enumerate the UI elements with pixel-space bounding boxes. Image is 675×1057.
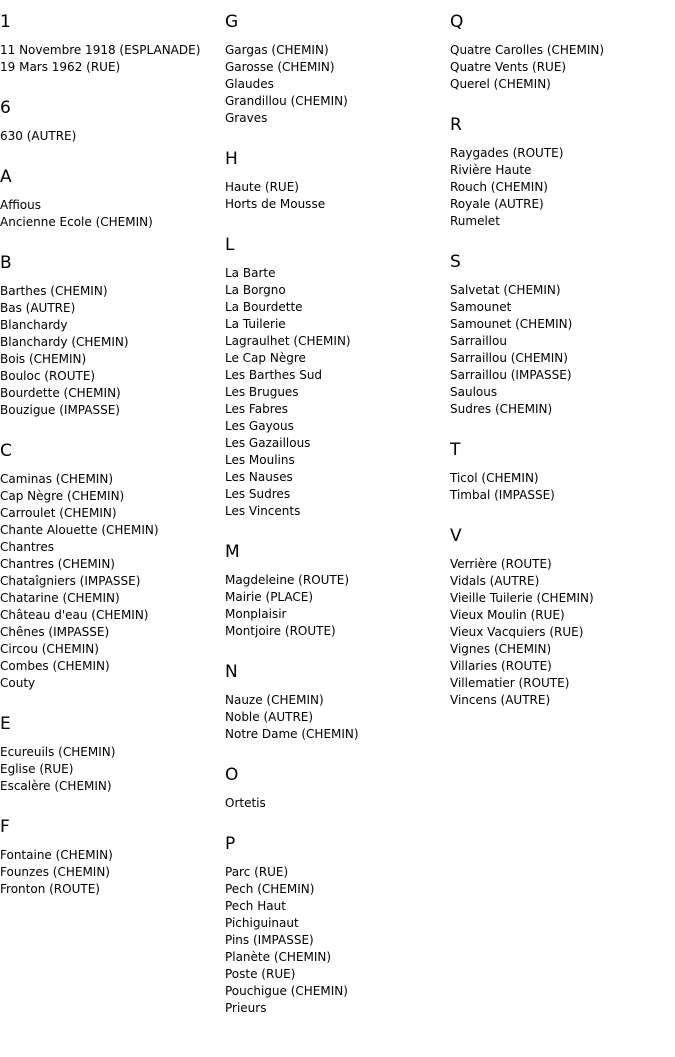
street-link[interactable]: Vieux Moulin (RUE) bbox=[450, 608, 565, 622]
street-link[interactable]: Villaries (ROUTE) bbox=[450, 659, 552, 673]
street-list bbox=[225, 572, 447, 640]
street-list bbox=[225, 42, 447, 127]
street-link[interactable]: Chataîgniers (IMPASSE) bbox=[0, 574, 141, 588]
street-link[interactable]: Les Brugues bbox=[225, 385, 299, 399]
letter-group bbox=[450, 252, 672, 418]
street-link[interactable]: Royale (AUTRE) bbox=[450, 197, 544, 211]
street-link[interactable]: Les Barthes Sud bbox=[225, 368, 323, 382]
street-link[interactable]: Vieille Tuilerie (CHEMIN) bbox=[450, 591, 594, 605]
street-link[interactable]: Les Nauses bbox=[225, 470, 293, 484]
street-link[interactable]: Ancienne Ecole (CHEMIN) bbox=[0, 215, 153, 229]
street-link[interactable]: Parc (RUE) bbox=[225, 865, 289, 879]
letter-group bbox=[225, 834, 447, 1017]
section-letter-heading: B bbox=[0, 253, 12, 273]
section-letter-heading: A bbox=[0, 167, 12, 187]
street-link[interactable]: Rouch (CHEMIN) bbox=[450, 180, 548, 194]
section-letter-heading: N bbox=[225, 662, 238, 682]
section-letter-heading: S bbox=[450, 252, 461, 272]
street-link[interactable]: Ticol (CHEMIN) bbox=[450, 471, 539, 485]
street-link[interactable]: Vidals (AUTRE) bbox=[450, 574, 540, 588]
street-link[interactable]: Chantres (CHEMIN) bbox=[0, 557, 115, 571]
street-link[interactable]: 630 (AUTRE) bbox=[0, 129, 77, 143]
street-link[interactable]: Carroulet (CHEMIN) bbox=[0, 506, 117, 520]
street-link[interactable]: Saulous bbox=[450, 385, 498, 399]
street-list bbox=[0, 283, 222, 419]
street-link[interactable]: Les Vincents bbox=[225, 504, 301, 518]
street-link[interactable]: Noble (AUTRE) bbox=[225, 710, 314, 724]
street-link[interactable]: Bouzigue (IMPASSE) bbox=[0, 403, 120, 417]
street-link[interactable]: Pins (IMPASSE) bbox=[225, 933, 314, 947]
section-letter-heading: F bbox=[0, 817, 10, 837]
street-link[interactable]: Chantres bbox=[0, 540, 54, 554]
street-link[interactable]: Raygades (ROUTE) bbox=[450, 146, 564, 160]
section-letter-heading: E bbox=[0, 714, 11, 734]
street-link[interactable]: Bas (AUTRE) bbox=[0, 301, 76, 315]
street-link[interactable]: Fontaine (CHEMIN) bbox=[0, 848, 113, 862]
street-link[interactable]: Magdeleine (ROUTE) bbox=[225, 573, 350, 587]
section-letter-heading: 6 bbox=[0, 98, 11, 118]
street-link[interactable]: Affious bbox=[0, 198, 42, 212]
letter-group bbox=[0, 12, 222, 76]
street-link[interactable]: Salvetat (CHEMIN) bbox=[450, 283, 561, 297]
street-link[interactable]: Sarraillou bbox=[450, 334, 507, 348]
street-link[interactable]: Glaudes bbox=[225, 77, 274, 91]
street-list bbox=[450, 282, 672, 418]
street-link[interactable]: Nauze (CHEMIN) bbox=[225, 693, 324, 707]
street-list bbox=[225, 692, 447, 743]
street-link[interactable]: Gargas (CHEMIN) bbox=[225, 43, 329, 57]
street-link[interactable]: Blanchardy bbox=[0, 318, 68, 332]
letter-group bbox=[0, 98, 222, 145]
letter-group bbox=[0, 253, 222, 419]
street-link[interactable]: Haute (RUE) bbox=[225, 180, 299, 194]
street-index-column-2 bbox=[225, 12, 447, 1039]
street-link[interactable]: Chênes (IMPASSE) bbox=[0, 625, 110, 639]
street-link[interactable]: Querel (CHEMIN) bbox=[450, 77, 551, 91]
street-link[interactable]: Bourdette (CHEMIN) bbox=[0, 386, 121, 400]
street-list bbox=[450, 470, 672, 504]
street-link[interactable]: La Bourdette bbox=[225, 300, 303, 314]
street-link[interactable]: Cap Nègre (CHEMIN) bbox=[0, 489, 125, 503]
street-link[interactable]: Château d'eau (CHEMIN) bbox=[0, 608, 149, 622]
street-link[interactable]: Vignes (CHEMIN) bbox=[450, 642, 552, 656]
street-list bbox=[0, 744, 222, 795]
street-link[interactable]: Pouchigue (CHEMIN) bbox=[225, 984, 348, 998]
street-list bbox=[0, 42, 222, 76]
street-list bbox=[0, 847, 222, 898]
street-link[interactable]: Notre Dame (CHEMIN) bbox=[225, 727, 359, 741]
letter-group bbox=[225, 765, 447, 812]
street-link[interactable]: Ecureuils (CHEMIN) bbox=[0, 745, 116, 759]
street-link[interactable]: Rivière Haute bbox=[450, 163, 532, 177]
street-link[interactable]: 11 Novembre 1918 (ESPLANADE) bbox=[0, 43, 201, 57]
street-link[interactable]: Grandillou (CHEMIN) bbox=[225, 94, 348, 108]
section-letter-heading: V bbox=[450, 526, 462, 546]
letter-group bbox=[450, 440, 672, 504]
street-list bbox=[450, 42, 672, 93]
street-link[interactable]: Sudres (CHEMIN) bbox=[450, 402, 553, 416]
street-list bbox=[0, 128, 222, 145]
letter-group bbox=[450, 526, 672, 709]
street-link[interactable]: Sarraillou (CHEMIN) bbox=[450, 351, 568, 365]
street-link[interactable]: Lagraulhet (CHEMIN) bbox=[225, 334, 351, 348]
letter-group bbox=[225, 662, 447, 743]
street-list bbox=[225, 795, 447, 812]
street-link[interactable]: Les Gazaillous bbox=[225, 436, 311, 450]
street-link[interactable]: Quatre Carolles (CHEMIN) bbox=[450, 43, 605, 57]
section-letter-heading: T bbox=[450, 440, 461, 460]
street-link[interactable]: Circou (CHEMIN) bbox=[0, 642, 99, 656]
street-link[interactable]: La Tuilerie bbox=[225, 317, 286, 331]
section-letter-heading: R bbox=[450, 115, 462, 135]
street-link[interactable]: Couty bbox=[0, 676, 36, 690]
letter-group bbox=[0, 167, 222, 231]
street-list bbox=[0, 197, 222, 231]
street-index-column-3 bbox=[450, 12, 672, 731]
section-letter-heading: O bbox=[225, 765, 239, 785]
street-link[interactable]: Les Fabres bbox=[225, 402, 288, 416]
street-link[interactable]: Timbal (IMPASSE) bbox=[450, 488, 555, 502]
street-link[interactable]: Planète (CHEMIN) bbox=[225, 950, 332, 964]
street-list bbox=[225, 179, 447, 213]
street-link[interactable]: Rumelet bbox=[450, 214, 500, 228]
street-link[interactable]: Graves bbox=[225, 111, 268, 125]
street-link[interactable]: Monplaisir bbox=[225, 607, 287, 621]
letter-group bbox=[225, 542, 447, 640]
letter-group bbox=[225, 149, 447, 213]
street-link[interactable]: Pichiguinaut bbox=[225, 916, 299, 930]
street-link[interactable]: Barthes (CHEMIN) bbox=[0, 284, 108, 298]
section-letter-heading: H bbox=[225, 149, 238, 169]
street-link[interactable]: Les Moulins bbox=[225, 453, 295, 467]
street-link[interactable]: Quatre Vents (RUE) bbox=[450, 60, 567, 74]
street-link[interactable]: Mairie (PLACE) bbox=[225, 590, 314, 604]
street-link[interactable]: Escalère (CHEMIN) bbox=[0, 779, 112, 793]
street-link[interactable]: Bois (CHEMIN) bbox=[0, 352, 87, 366]
letter-group bbox=[225, 235, 447, 520]
street-list bbox=[225, 265, 447, 520]
street-link[interactable]: Les Gayous bbox=[225, 419, 294, 433]
street-link[interactable]: Prieurs bbox=[225, 1001, 267, 1015]
section-letter-heading: C bbox=[0, 441, 12, 461]
letter-group bbox=[225, 12, 447, 127]
street-link[interactable]: Chatarine (CHEMIN) bbox=[0, 591, 120, 605]
street-link[interactable]: Pech (CHEMIN) bbox=[225, 882, 315, 896]
street-link[interactable]: Blanchardy (CHEMIN) bbox=[0, 335, 129, 349]
section-letter-heading: L bbox=[225, 235, 235, 255]
street-link[interactable]: Samounet bbox=[450, 300, 512, 314]
section-letter-heading: G bbox=[225, 12, 239, 32]
section-letter-heading: 1 bbox=[0, 12, 11, 32]
street-link[interactable]: Samounet (CHEMIN) bbox=[450, 317, 573, 331]
letter-group bbox=[450, 115, 672, 230]
street-link[interactable]: Horts de Mousse bbox=[225, 197, 326, 211]
street-link[interactable]: Vincens (AUTRE) bbox=[450, 693, 551, 707]
street-link[interactable]: Villematier (ROUTE) bbox=[450, 676, 570, 690]
section-letter-heading: M bbox=[225, 542, 240, 562]
street-list bbox=[225, 864, 447, 1017]
street-link[interactable]: Founzes (CHEMIN) bbox=[0, 865, 110, 879]
street-list bbox=[450, 556, 672, 709]
street-link[interactable]: 19 Mars 1962 (RUE) bbox=[0, 60, 121, 74]
street-link[interactable]: Vieux Vacquiers (RUE) bbox=[450, 625, 584, 639]
letter-group bbox=[0, 714, 222, 795]
street-link[interactable]: Combes (CHEMIN) bbox=[0, 659, 110, 673]
street-index-column-1 bbox=[0, 12, 222, 920]
street-link[interactable]: La Barte bbox=[225, 266, 276, 280]
street-link[interactable]: La Borgno bbox=[225, 283, 286, 297]
section-letter-heading: P bbox=[225, 834, 236, 854]
letter-group bbox=[450, 12, 672, 93]
section-letter-heading: Q bbox=[450, 12, 464, 32]
street-link[interactable]: Pech Haut bbox=[225, 899, 286, 913]
street-link[interactable]: Caminas (CHEMIN) bbox=[0, 472, 113, 486]
street-link[interactable]: Verrière (ROUTE) bbox=[450, 557, 552, 571]
street-link[interactable]: Montjoire (ROUTE) bbox=[225, 624, 336, 638]
street-link[interactable]: Chante Alouette (CHEMIN) bbox=[0, 523, 159, 537]
street-list bbox=[0, 471, 222, 692]
street-link[interactable]: Sarraillou (IMPASSE) bbox=[450, 368, 572, 382]
street-link[interactable]: Ortetis bbox=[225, 796, 266, 810]
letter-group bbox=[0, 441, 222, 692]
street-link[interactable]: Le Cap Nègre bbox=[225, 351, 306, 365]
street-link[interactable]: Poste (RUE) bbox=[225, 967, 296, 981]
street-link[interactable]: Les Sudres bbox=[225, 487, 291, 501]
street-link[interactable]: Bouloc (ROUTE) bbox=[0, 369, 96, 383]
street-link[interactable]: Garosse (CHEMIN) bbox=[225, 60, 335, 74]
street-link[interactable]: Eglise (RUE) bbox=[0, 762, 74, 776]
street-list bbox=[450, 145, 672, 230]
street-link[interactable]: Fronton (ROUTE) bbox=[0, 882, 100, 896]
letter-group bbox=[0, 817, 222, 898]
